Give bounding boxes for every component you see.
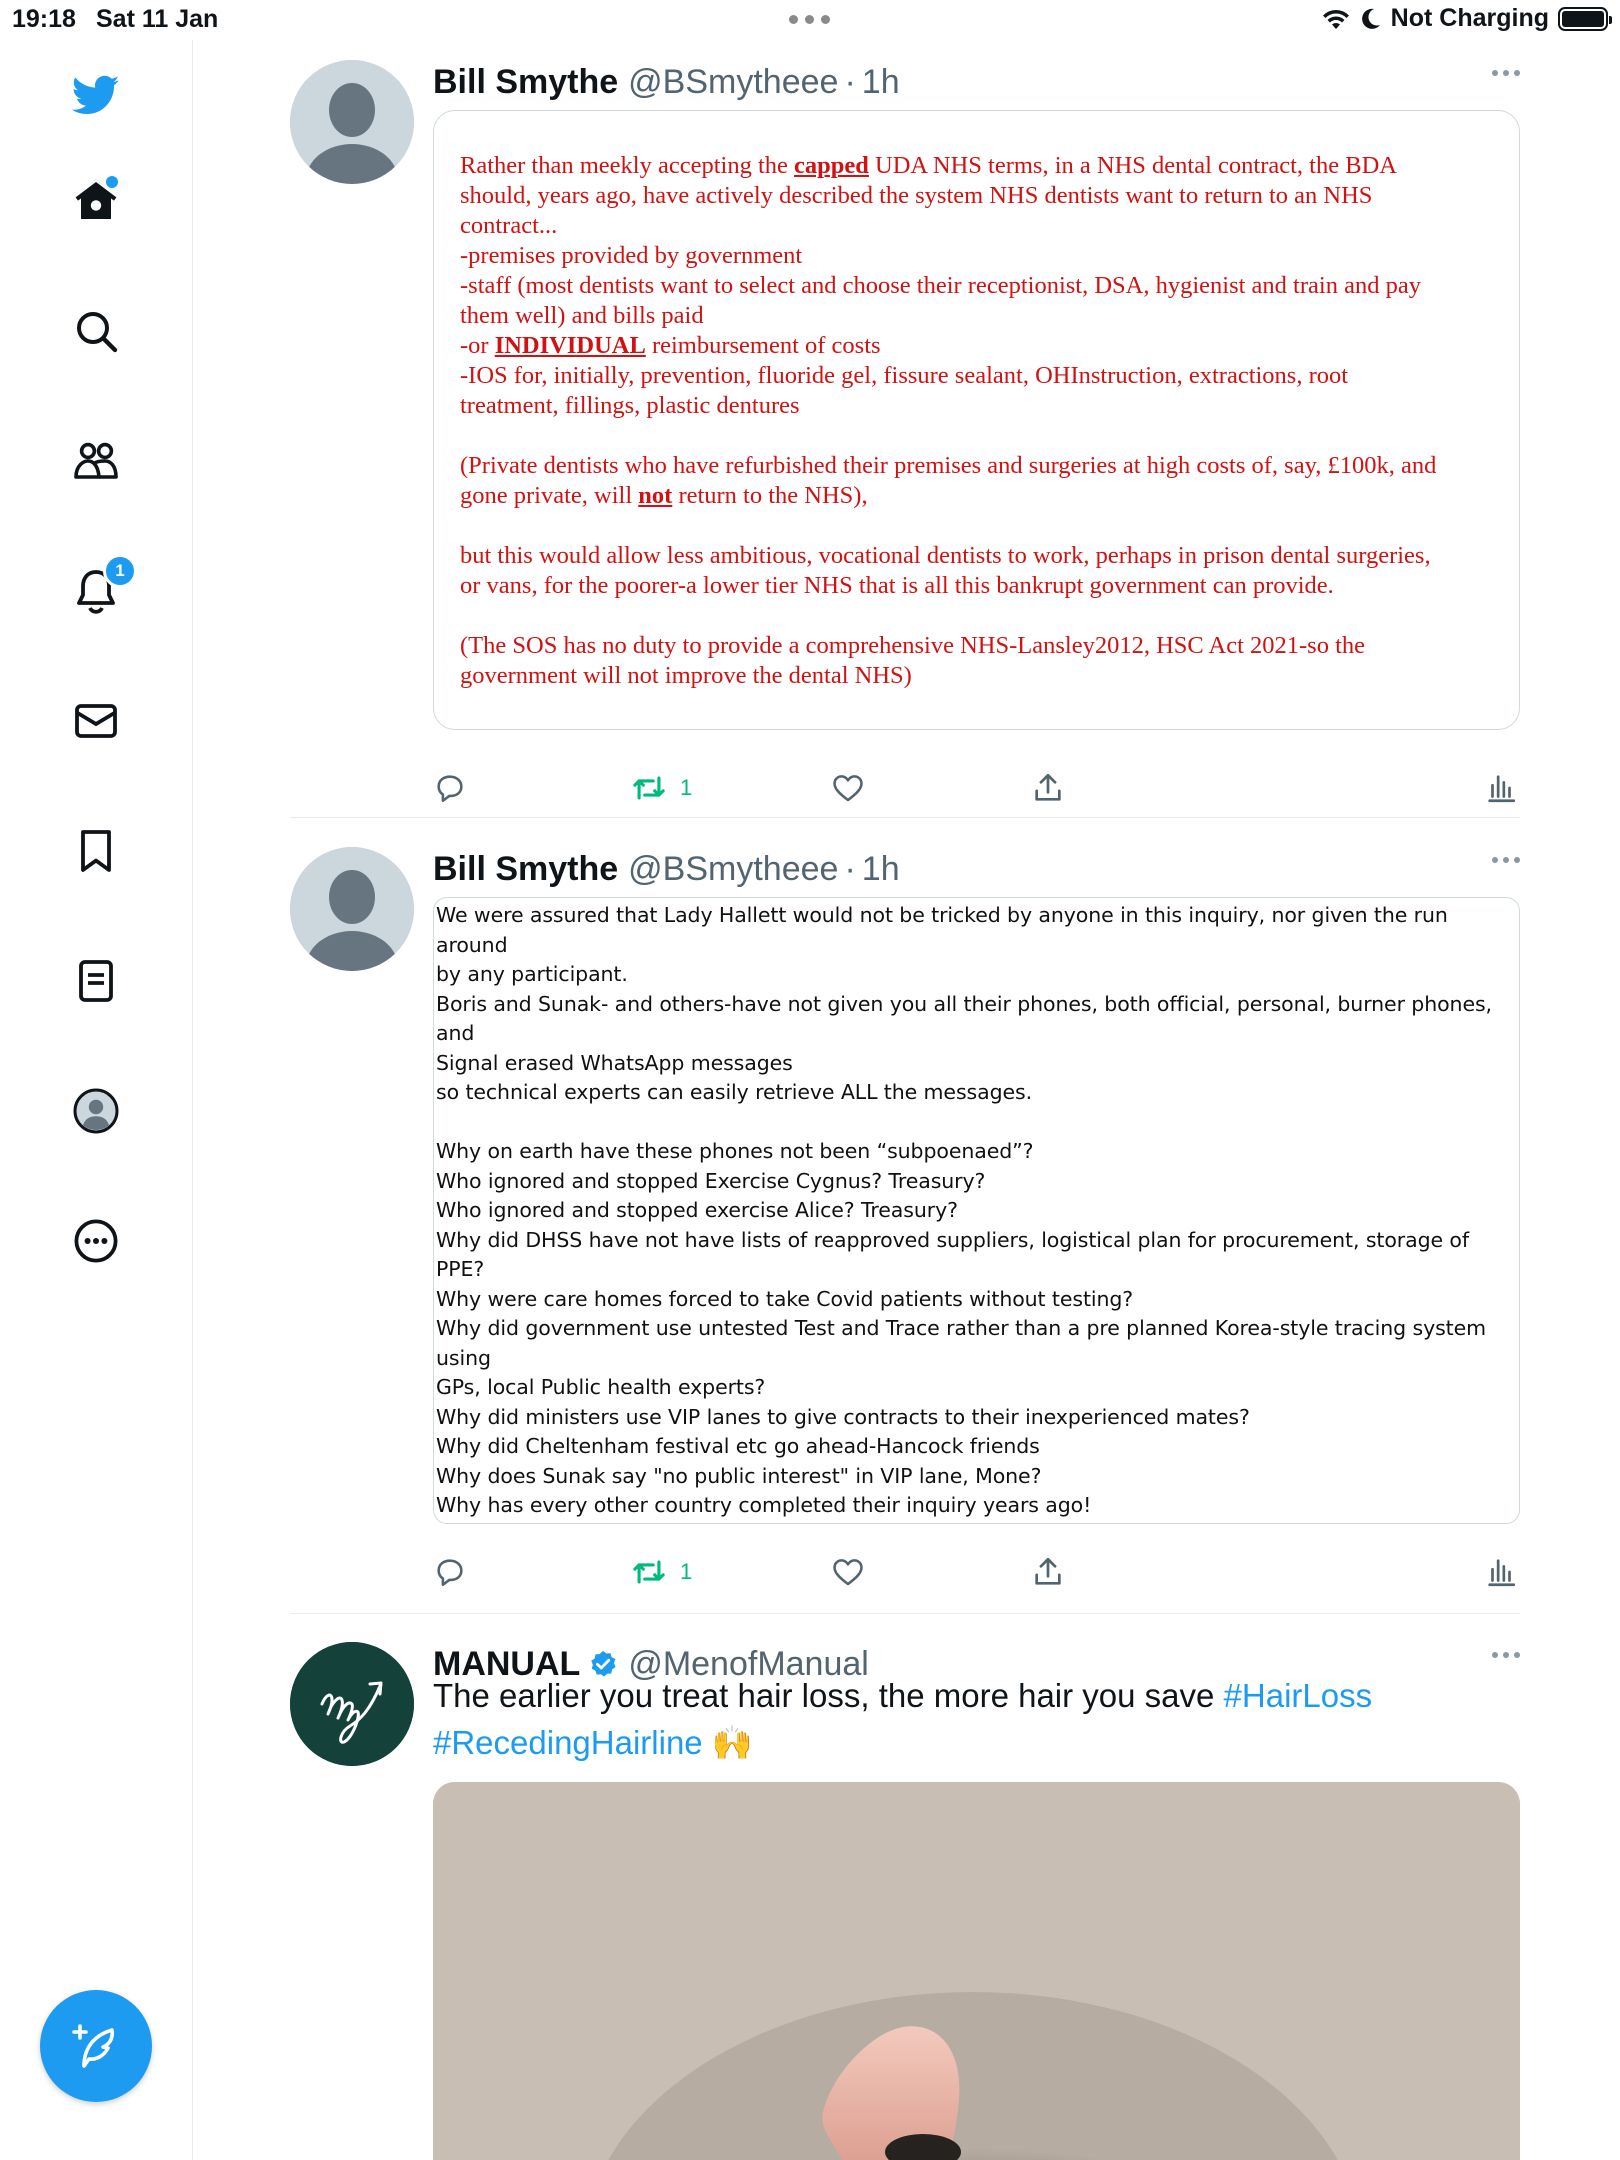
timeline bbox=[193, 40, 1620, 2160]
retweet-count: 1 bbox=[680, 1559, 693, 1584]
compose-tweet-icon bbox=[72, 2022, 120, 2070]
tweet-video[interactable] bbox=[433, 1782, 1520, 2160]
tweet-timestamp[interactable]: 1h bbox=[861, 62, 900, 101]
tweet[interactable] bbox=[290, 1642, 1520, 2160]
share-button[interactable] bbox=[1031, 771, 1065, 805]
reply-button[interactable] bbox=[433, 1555, 481, 1589]
communities-icon[interactable] bbox=[63, 428, 129, 494]
author-name[interactable]: MANUAL bbox=[433, 1644, 581, 1683]
tweet-timestamp[interactable]: 1h bbox=[861, 849, 900, 888]
avatar[interactable] bbox=[290, 1642, 414, 1766]
tweet-divider bbox=[290, 1613, 1520, 1614]
profile-avatar-glyph bbox=[72, 1087, 120, 1135]
separator: · bbox=[844, 62, 856, 101]
reply-icon bbox=[433, 1555, 467, 1589]
image-document-text: We were assured that Lady Hallett would not be tricked by anyone in this inquiry, nor given the run around by any participant. Boris and Sunak- and others-have not given you all their phones, both official, personal, burner phones, and Signal erased WhatsApp messages so technical experts can easily retrieve ALL the messages. Why on earth have these phones not been “subpoenaed”? Who ignored and stopped Exercise Cygnus? Treasury? Who ignored and stopped exercise Alice? Treasury? Why did DHSS have not have lists of reapproved suppliers, logistical plan for procurement, storage of PPE? Why were care homes forced to take Covid patients without testing? Why did government use untested Test and Trace rather than a pre planned Korea-style tracing system using GPs, local Public health experts? Why did ministers use VIP lanes to give contracts to their inexperienced mates? Why did Cheltenham festival etc go ahead-Hancock friends Why does Sunak say "no public interest" in VIP lane, Mone? Why has every other country completed their inquiry years ago! bbox=[436, 903, 1492, 1517]
retweet-button[interactable] bbox=[632, 771, 692, 805]
retweet-count: 1 bbox=[680, 775, 693, 800]
avatar[interactable] bbox=[290, 60, 414, 184]
envelope-glyph bbox=[72, 697, 120, 745]
more-icon[interactable] bbox=[63, 1208, 129, 1274]
more-circle-glyph bbox=[72, 1217, 120, 1265]
separator: · bbox=[844, 849, 856, 888]
twitter-logo bbox=[72, 71, 120, 119]
hashtag-link[interactable]: #RecedingHairline bbox=[433, 1724, 703, 1761]
like-button[interactable] bbox=[831, 1555, 865, 1589]
tweet-actions bbox=[433, 771, 1520, 811]
lists-icon[interactable] bbox=[63, 948, 129, 1014]
communities-glyph bbox=[72, 437, 120, 485]
tweet[interactable] bbox=[290, 847, 1520, 1617]
tweet-divider bbox=[290, 817, 1520, 818]
share-button[interactable] bbox=[1031, 1555, 1065, 1589]
compose-tweet-button[interactable] bbox=[40, 1990, 152, 2102]
bookmarks-icon[interactable] bbox=[63, 818, 129, 884]
status-date: Sat 11 Jan bbox=[96, 5, 219, 33]
video-frame bbox=[433, 1782, 1520, 2160]
image-document-text: Rather than meekly accepting the capped UDA NHS terms, in a NHS dental contract, the BDA should, years ago, have actively described the system NHS dentists want to return to an NHS contract... -premises provided by government -staff (most dentists want to select and choose their receptionist, DSA, hygienist and train and pay them well) and bills paid -or INDIVIDUAL reimbursement of costs -IOS for, initially, prevention, fluoride gel, fissure sealant, OHInstruction, extractions, root treatment, fillings, plastic dentures (Private dentists who have refurbished their premises and surgeries at high costs of, say, £100k, and gone private, will not return to the NHS), but this would allow less ambitious, vocational dentists to work, perhaps in prison dental surgeries, or vans, for the poorer-a lower tier NHS that is all this bankrupt government can provide. (The SOS has no duty to provide a comprehensive NHS-Lansley2012, HSC Act 2021-so the government will not improve the dental NHS) bbox=[460, 152, 1437, 689]
home-icon[interactable] bbox=[63, 168, 129, 234]
moon-icon bbox=[1360, 7, 1382, 31]
author-handle[interactable]: @BSmytheee bbox=[628, 849, 839, 888]
manual-logo-icon bbox=[290, 1642, 414, 1766]
tweet-image[interactable] bbox=[433, 897, 1520, 1524]
share-icon bbox=[1031, 1555, 1065, 1589]
status-indicators bbox=[1321, 4, 1608, 33]
analytics-button[interactable] bbox=[1484, 771, 1518, 805]
tweet-header bbox=[433, 60, 1520, 104]
author-name[interactable]: Bill Smythe bbox=[433, 62, 619, 101]
retweet-icon bbox=[632, 1555, 666, 1589]
charging-status: Not Charging bbox=[1390, 4, 1549, 32]
analytics-icon bbox=[1484, 1555, 1518, 1589]
hashtag-link[interactable]: #HairLoss bbox=[1223, 1677, 1373, 1714]
status-bar bbox=[0, 0, 1620, 40]
reply-icon bbox=[433, 771, 467, 805]
tweet-image[interactable] bbox=[433, 110, 1520, 730]
notifications-icon[interactable] bbox=[63, 558, 129, 624]
emoji: 🙌 bbox=[711, 1724, 753, 1761]
search-glyph bbox=[72, 307, 120, 355]
heart-icon bbox=[831, 1555, 865, 1589]
tweet-text: The earlier you treat hair loss, the more hair you save #HairLoss #RecedingHairline 🙌 bbox=[433, 1677, 1373, 1761]
author-name[interactable]: Bill Smythe bbox=[433, 849, 619, 888]
tweet-more-icon[interactable] bbox=[1492, 1652, 1520, 1658]
retweet-icon bbox=[632, 771, 666, 805]
tweet-more-icon[interactable] bbox=[1492, 857, 1520, 863]
heart-icon bbox=[831, 771, 865, 805]
tweet-actions bbox=[433, 1555, 1520, 1595]
default-avatar-icon bbox=[290, 60, 414, 184]
reply-button[interactable] bbox=[433, 771, 481, 805]
share-icon bbox=[1031, 771, 1065, 805]
analytics-icon bbox=[1484, 771, 1518, 805]
profile-icon[interactable] bbox=[63, 1078, 129, 1144]
home-new-dot bbox=[106, 176, 118, 188]
wifi-icon bbox=[1321, 7, 1351, 31]
list-glyph bbox=[72, 957, 120, 1005]
default-avatar-icon bbox=[290, 847, 414, 971]
author-handle[interactable]: @BSmytheee bbox=[628, 62, 839, 101]
sidebar bbox=[0, 40, 193, 2160]
twitter-bird-icon[interactable] bbox=[63, 62, 129, 128]
status-time: 19:18 bbox=[12, 5, 76, 33]
search-icon[interactable] bbox=[63, 298, 129, 364]
like-button[interactable] bbox=[831, 771, 865, 805]
tweet[interactable] bbox=[290, 60, 1520, 820]
avatar[interactable] bbox=[290, 847, 414, 971]
multitasking-dots-icon[interactable] bbox=[789, 15, 830, 24]
battery-icon bbox=[1558, 7, 1608, 31]
messages-icon[interactable] bbox=[63, 688, 129, 754]
analytics-button[interactable] bbox=[1484, 1555, 1518, 1589]
author-handle[interactable]: @MenofManual bbox=[628, 1644, 869, 1683]
notifications-badge: 1 bbox=[103, 554, 137, 588]
bookmark-glyph bbox=[72, 827, 120, 875]
retweet-button[interactable] bbox=[632, 1555, 692, 1589]
tweet-header bbox=[433, 847, 1520, 891]
tweet-more-icon[interactable] bbox=[1492, 70, 1520, 76]
